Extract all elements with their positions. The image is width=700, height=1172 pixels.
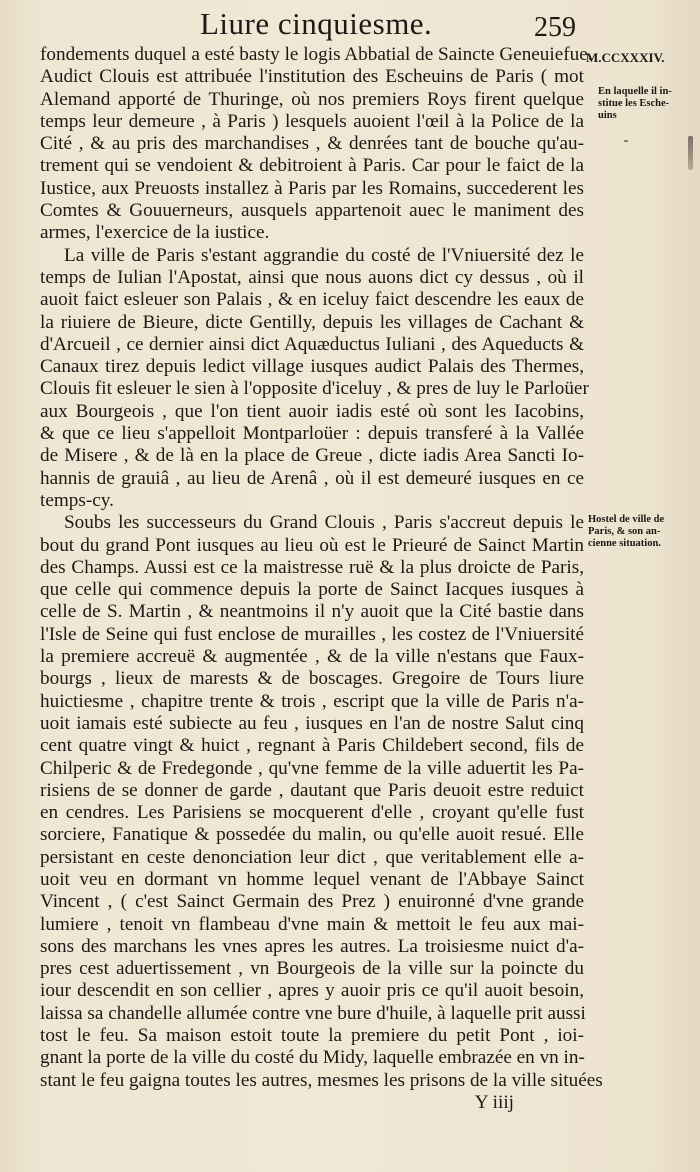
text-line: Soubs les successeurs du Grand Clouis , Paris s'accreut depuis le [64,512,584,534]
margin-year: M.CCXXXIV. [586,50,665,65]
text-line: pres cest aduertissement , vn Bourgeois de la ville sur la poincte du [40,958,584,980]
text-line: en cendres. Les Parisiens se mocquerent d'elle , croyant qu'elle fust [40,802,584,824]
running-title: Liure cinquiesme. [200,6,433,41]
text-line: tost le feu. Sa maison estoit toute la premiere du petit Pont , ioi- [40,1025,584,1047]
running-head [0,6,600,48]
ink-speck [624,140,628,142]
margin-note-line: Paris, & son an- [588,526,661,537]
text-line: Audict Clouis est attribuée l'institution des Escheuins de Paris ( mot [40,66,584,88]
text-line: d'Arcueil , ce dernier ainsi dict Aquæductus Iuliani , des Aqueducts & [40,333,584,355]
text-line: Alemand apporté de Thuringe, où nos premiers Roys firent quelque [40,88,584,110]
text-line: Clouis fit esleuer le sien à l'opposite d'iceluy , & pres de luy le Parloüer [40,378,589,400]
text-line: armes, l'exercice de la iustice. [40,222,270,244]
text-line: celle de S. Martin , & neantmoins il n'y auoit que la Cité bastie dans [40,601,584,623]
text-line: iour descendit en son cellier , apres y auoir pris ce qu'il auoit besoin, [40,980,584,1002]
signature-mark: Y iiij [474,1091,514,1113]
text-line: fondements duquel a esté basty le logis Abbatial de Saincte Geneuiefue. [40,44,593,65]
text-line: aux Bourgeois , que l'on tient auoir iadis esté où sont les Iacobins, [40,400,584,422]
text-line: Chilperic & de Fredegonde , qu'vne femme de la ville aduertit les Pa- [40,757,584,779]
text-line: temps leur demeure , à Paris ) lesquels auoient l'œil à la Police de la [40,110,584,132]
margin-note-line: stitue les Esche- [598,98,670,109]
text-line: stant le feu gaigna toutes les autres, mesmes les prisons de la ville situées [40,1069,603,1091]
margin-note-line: cienne situation. [588,538,661,549]
text-line: bout du grand Pont iusques au lieu où est le Prieuré de Sainct Martin [40,534,584,556]
margin-note-line: Hostel de ville de [588,514,665,525]
text-line: laissa sa chandelle allumée contre vne bure d'huile, à laquelle prit aussi [40,1002,586,1024]
text-line: temps-cy. [40,489,114,511]
text-line: Iustice, aux Preuosts installez à Paris par les Romains, succederent les [40,177,584,199]
margin-note-line: En laquelle il in- [598,86,672,97]
text-line: gnant la porte de la ville du costé du Midy, laquelle embrazée en vn in- [40,1047,585,1069]
text-line: Canaux tirez depuis ledict village iusques audict Palais des Thermes, [40,356,584,378]
text-line: & que ce lieu s'appelloit Montparloüer : depuis transferé à la Vallée [40,423,584,445]
text-line: Cité , & au pris des marchandises , & denrées tant de bouche qu'au- [40,133,584,155]
text-line: lumiere , tenoit vn flambeau d'vne main & mettoit le feu aux mai- [40,913,584,935]
text-line: temps de Iulian l'Apostat, ainsi que nous auons dict cy dessus , où il [40,266,584,288]
text-line: bourgs , lieux de marests & de boscages. Gregoire de Tours liure [40,668,584,690]
text-line: uoit iamais esté subiecte au feu , iusques en l'an de nostre Salut cinq [40,712,584,734]
text-line: auoit faict esleuer son Palais , & en iceluy faict descendre les eaux de [40,289,584,311]
text-line: la riuiere de Bieure, dicte Gentilly, depuis les villages de Cachant & [40,311,584,333]
text-line: trement qui se vendoient & debitroient à Paris. Car pour le faict de la [40,155,584,177]
margin-note-line: uins [598,110,617,121]
text-line: de Misere , & de là en la place de Greue , dicte iadis Area Sancti Io- [40,445,584,467]
binding-mark [688,136,693,170]
text-line: des Champs. Aussi est ce la maistresse ruë & la plus droicte de Paris, [40,556,584,578]
margin-note-hostel-de-ville [588,514,698,550]
text-line: sons des marchans les vnes apres les autres. La troisiesme nuict d'a- [40,935,584,957]
text-line: sorciere, Fanatique & possedée du malin, ou qu'elle auoit resué. Elle [40,824,584,846]
page-number: 259 [534,12,576,43]
text-line: huictiesme , chapitre trente & trois , escript que la ville de Paris n'a- [40,690,584,712]
text-line: hannis de grauiâ , au lieu de Arenâ , où il est demeuré iusques en ce [40,467,584,489]
text-line: que celle qui commence depuis la porte de Sainct Iacques iusques à [40,579,584,601]
text-line: persistant en ceste denonciation leur dict , que veritablement elle a- [40,846,584,868]
text-line: la premiere accreuë & augmentée , & de la ville n'estans que Faux- [40,646,584,668]
main-text [40,44,603,1114]
margin-note-escheuins [598,86,700,122]
text-line: risiens de se donner de garde , dautant que Paris deuoit estre reduict [40,779,584,801]
text-line: cent quatre vingt & huict , regnant à Paris Childebert second, fils de [40,735,584,757]
text-line: l'Isle de Seine qui fust enclose de murailles , les costez de l'Vniuersité [40,623,584,645]
text-line: Vincent , ( c'est Sainct Germain des Prez ) enuironné d'vne grande [40,891,584,913]
text-line: Comtes & Gouuerneurs, ausquels appartenoit auec le maniment des [40,200,584,222]
text-line: uoit veu en dormant vn homme lequel venant de l'Abbaye Sainct [40,868,584,890]
text-line: La ville de Paris s'estant aggrandie du costé de l'Vniuersité dez le [64,244,584,266]
